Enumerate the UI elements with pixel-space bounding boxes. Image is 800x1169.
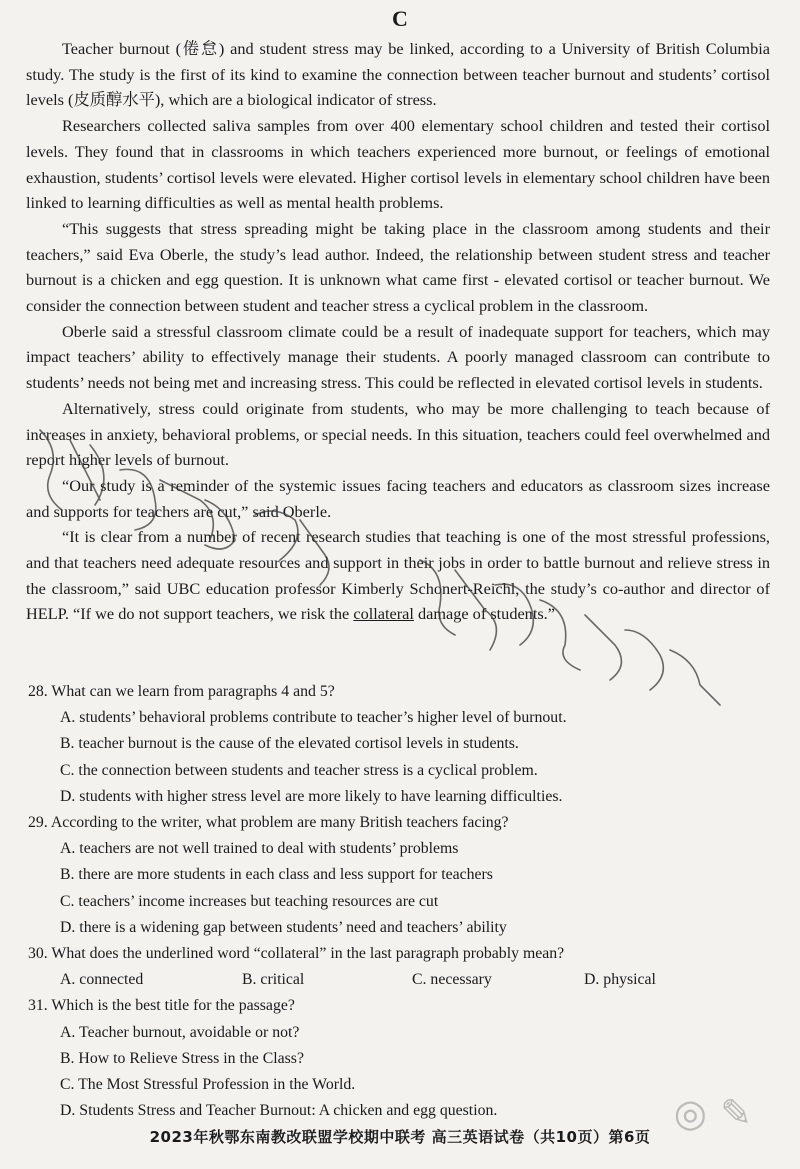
option-d: D. students with higher stress level are more likely to have learning difficulties. (60, 787, 563, 805)
paragraph-5: Alternatively, stress could originate from students, who may be more challenging to teach because of increases in anxiety, behavioral problems, or special needs. In this situation, teachers could feel overwhelmed and report higher levels of burnout. (26, 398, 770, 470)
paragraph-7-text: “It is clear from a number of recent research studies that teaching is one of the most stressful professions, and that teachers need adequate resources and support in their jobs in order to battle burnout and relieve stress in the classroom,” said UBC education professor Kimberly Schonert-Reichl, the study’s co-author and director of HELP. “If we do not support teachers, we risk the (26, 527, 770, 624)
section-title: C (392, 6, 408, 31)
question-stem: 31. Which is the best title for the passage? (28, 997, 295, 1015)
option-c: C. teachers’ income increases but teaching resources are cut (60, 892, 439, 910)
logo-mark: ◎ ✎ (673, 1091, 752, 1135)
underlined-word-collateral: collateral (353, 604, 414, 624)
option-d: D. Students Stress and Teacher Burnout: A chicken and egg question. (60, 1102, 498, 1120)
page-footer: 2023年秋鄂东南教改联盟学校期中联考 高三英语试卷（共10页）第6页 (149, 1128, 651, 1146)
paragraph-4: Oberle said a stressful classroom climate could be a result of inadequate support for teachers, which may impact teachers’ ability to effectively manage their students. A poorly managed classroom can contribute to students’ needs not being met and increasing stress. This could be reflected in elevated cortisol levels in students. (26, 321, 770, 393)
option-a: A. connected (60, 971, 144, 989)
question-stem: 30. What does the underlined word “collateral” in the last paragraph probably mean? (28, 945, 565, 963)
paragraph-3: “This suggests that stress spreading might be taking place in the classroom among students and their teachers,” said Eva Oberle, the study’s lead author. Indeed, the relationship between student stress and teacher burnout is a chicken and egg question. It is unknown what came first - elevated cortisol or teacher burnout. We consider the connection between student and teacher stress a cyclical problem in the classroom. (26, 218, 770, 316)
paragraph-1: Teacher burnout (倦怠) and student stress may be linked, according to a University of British Columbia study. The study is the first of its kind to examine the connection between teacher burnout and students’ cortisol levels (皮质醇水平), which are a biological indicator of stress. (26, 39, 770, 110)
option-row (60, 967, 772, 993)
option-b: B. critical (242, 971, 305, 989)
option-a: A. students’ behavioral problems contribute to teacher’s higher level of burnout. (60, 709, 567, 727)
option-b: B. teacher burnout is the cause of the elevated cortisol levels in students. (60, 735, 519, 753)
question-28 (28, 679, 772, 810)
option-a: A. Teacher burnout, avoidable or not? (60, 1023, 300, 1041)
question-stem: 29. According to the writer, what problem are many British teachers facing? (28, 814, 509, 832)
paragraph-2: Researchers collected saliva samples from over 400 elementary school children and tested their cortisol levels. They found that in classrooms in which teachers experienced more burnout, or feelings of emotional exhaustion, students’ cortisol levels were elevated. Higher cortisol levels in elementary school children have been linked to learning difficulties as well as mental health problems. (26, 116, 770, 213)
paragraph-6: “Our study is a reminder of the systemic issues facing teachers and educators as classroom sizes increase and supports for teachers are cut,” said Oberle. (26, 475, 770, 521)
paragraph-7 (26, 524, 770, 627)
question-stem: 28. What can we learn from paragraphs 4 and 5? (28, 683, 335, 700)
site-logo (612, 1091, 782, 1161)
option-d: D. there is a widening gap between students’ need and teachers’ ability (60, 918, 507, 936)
option-d: D. physical (584, 971, 656, 989)
option-b: B. How to Relieve Stress in the Class? (60, 1049, 304, 1067)
option-a: A. teachers are not well trained to deal with students’ problems (60, 840, 459, 858)
reading-passage (26, 36, 770, 627)
option-c: C. necessary (412, 971, 492, 989)
question-30 (28, 941, 772, 993)
option-c: C. The Most Stressful Profession in the World. (60, 1076, 356, 1094)
question-29 (28, 810, 772, 941)
question-list (28, 679, 772, 1124)
option-b: B. there are more students in each class and less support for teachers (60, 866, 493, 884)
paragraph-7-end: damage of students.” (413, 604, 555, 624)
option-c: C. the connection between students and teacher stress is a cyclical problem. (60, 761, 538, 779)
